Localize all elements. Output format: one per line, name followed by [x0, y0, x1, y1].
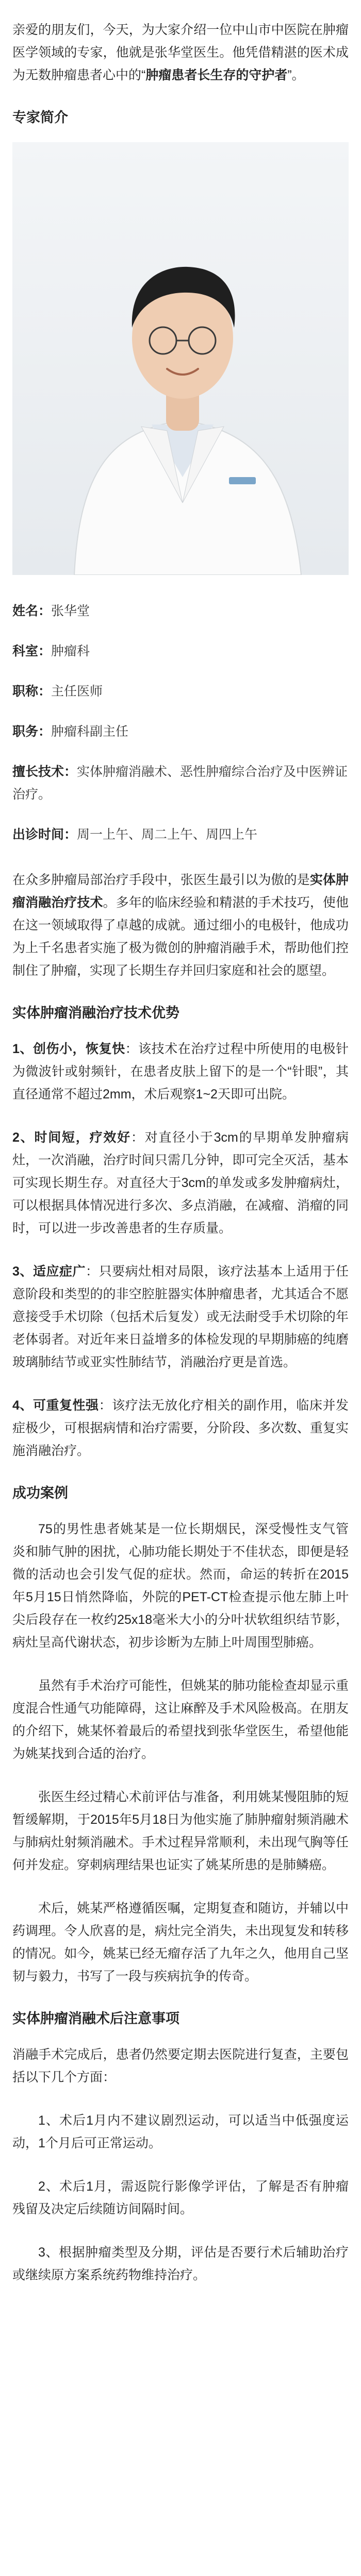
- info-title: [12, 680, 349, 703]
- doctor-portrait-icon: [12, 142, 349, 575]
- dept-value: 肿瘤科: [51, 644, 90, 658]
- position-value: 肿瘤科副主任: [51, 724, 129, 739]
- bio-bold: 实体肿瘤消融治疗技术: [12, 873, 349, 910]
- info-dept: [12, 640, 349, 663]
- notes-intro: 消融手术完成后，患者仍然要定期去医院进行复查，主要包括以下几个方面：: [12, 2047, 349, 2084]
- name-label: 姓名：: [12, 604, 52, 618]
- dept-label: 科室：: [12, 644, 52, 658]
- intro-emphasis: 肿瘤患者长生存的守护者: [145, 68, 288, 82]
- advantage-item: [12, 1394, 349, 1462]
- note-item: 2、术后1月，需返院行影像学评估，了解是否有肿瘤残留及决定后续随访间隔时间。: [12, 2179, 349, 2216]
- section-title-advantages: 实体肿瘤消融治疗技术优势: [12, 1005, 179, 1021]
- advantage-item: [12, 1038, 349, 1106]
- position-label: 职务：: [12, 724, 52, 739]
- case-paragraph: 虽然有手术治疗可能性，但姚某的肺功能检查却显示重度混合性通气功能障碍，这让麻醉及手术风险极高。在朋友的介绍下，姚某怀着最后的希望找到张华堂医生，希望他能为姚某找到合适的治疗。: [12, 1679, 349, 1761]
- intro-paragraph: [12, 19, 349, 87]
- intro-text: 亲爱的朋友们，今天，为大家介绍一位中山市中医院在肿瘤医学领域的专家，他就是张华堂医生。他凭借精湛的医术成为无数肿瘤患者心中的“肿瘤患者长生存的守护者”。: [12, 23, 349, 82]
- note-item: 3、根据肿瘤类型及分期，评估是否要行术后辅助治疗或继续原方案系统药物维持治疗。: [12, 2245, 349, 2282]
- bio-part1: 在众多肿瘤局部治疗手段中，张医生最引以为傲的是: [12, 873, 310, 887]
- skill-value: 实体肿瘤消融术、恶性肿瘤综合治疗及中医辨证治疗。: [12, 765, 348, 802]
- info-name: [12, 600, 349, 622]
- advantage-body: ：该技术在治疗过程中所使用的电极针为微波针或射频针，在患者皮肤上留下的是一个“针眼”，其直径通常不超过2mm，术后观察1~2天即可出院。: [12, 1042, 349, 1101]
- title-label: 职称：: [12, 684, 52, 699]
- name-value: 张华堂: [51, 604, 90, 618]
- case-paragraph: 术后，姚某严格遵循医嘱，定期复查和随访，并辅以中药调理。令人欣喜的是，病灶完全消失，未出现复发和转移的情况。如今，姚某已经无瘤存活了九年之久，他用自己坚韧与毅力，书写了一段与疾病抗争的传奇。: [12, 1901, 349, 1984]
- info-position: [12, 720, 349, 743]
- title-value: 主任医师: [51, 684, 103, 699]
- advantage-body: ：只要病灶相对局限，该疗法基本上适用于任意阶段和类型的的非空腔脏器实体肿瘤患者，尤其适合不愿意接受手术切除（包括术后复发）或无法耐受手术切除的年老体弱者。对近年来日益增多的体检发现的早期肺癌的纯磨玻璃肺结节或亚实性肺结节，消融治疗更是首选。: [12, 1264, 349, 1369]
- bio-paragraph: [12, 869, 349, 982]
- clinic-label: 出诊时间：: [12, 827, 77, 842]
- advantage-item: [12, 1126, 349, 1240]
- clinic-value: 周一上午、周二上午、周四上午: [77, 827, 258, 842]
- case-paragraph: 张医生经过精心术前评估与准备，利用姚某慢阻肺的短暂缓解期，于2015年5月18日为他实施了肺肿瘤射频消融术与肺病灶射频消融术。手术过程异常顺利，未出现气胸等任何并发症。穿刺病理结果也证实了姚某所患的是肺鳞癌。: [12, 1790, 349, 1872]
- advantage-head: 2、时间短，疗效好: [12, 1130, 131, 1145]
- advantage-head: 4、可重复性强: [12, 1398, 99, 1413]
- section-title-cases: 成功案例: [12, 1485, 68, 1501]
- info-clinic: [12, 823, 349, 846]
- advantage-item: [12, 1260, 349, 1374]
- info-skill: [12, 760, 349, 806]
- bio-part2: 。多年的临床经验和精湛的手术技巧，使他在这一领域取得了卓越的成就。通过细小的电极针，他成功为上千名患者实施了极为微创的肿瘤消融手术，帮助他们控制住了肿瘤，实现了长期生存并回归家庭和社会的愿望。: [12, 895, 349, 978]
- advantage-head: 1、创伤小，恢复快: [12, 1042, 125, 1056]
- doctor-photo: [12, 142, 349, 575]
- note-item: 1、术后1月内不建议剧烈运动，可以适当中低强度运动，1个月后可正常运动。: [12, 2113, 349, 2150]
- section-title-profile: 专家简介: [12, 110, 68, 125]
- advantage-body: ：对直径小于3cm的早期单发肿瘤病灶，一次消融，治疗时间只需几分钟，即可完全灭活，基本可实现长期生存。对直径大于3cm的单发或多发肿瘤病灶，可以根据具体情况进行多次、多点消融，在减瘤、消瘤的同时，可以进一步改善患者的生存质量。: [12, 1130, 349, 1235]
- skill-label: 擅长技术：: [12, 765, 77, 779]
- section-title-notes: 实体肿瘤消融术后注意事项: [12, 2011, 179, 2026]
- case-paragraph: 75的男性患者姚某是一位长期烟民，深受慢性支气管炎和肺气肿的困扰，心肺功能长期处于不佳状态，即便是轻微的活动也会引发气促的症状。然而，命运的转折在2015年5月15日悄然降临，外院的PET-CT检查提示他左肺上叶尖后段存在一枚约25x18毫米大小的分叶状软组织结节影，病灶呈高代谢状态，初步诊断为左肺上叶周围型肺癌。: [12, 1522, 349, 1650]
- advantage-head: 3、适应症广: [12, 1264, 86, 1279]
- advantage-body: ：该疗法无放化疗相关的副作用，临床并发症极少，可根据病情和治疗需要，分阶段、多次数、重复实施消融治疗。: [12, 1398, 349, 1458]
